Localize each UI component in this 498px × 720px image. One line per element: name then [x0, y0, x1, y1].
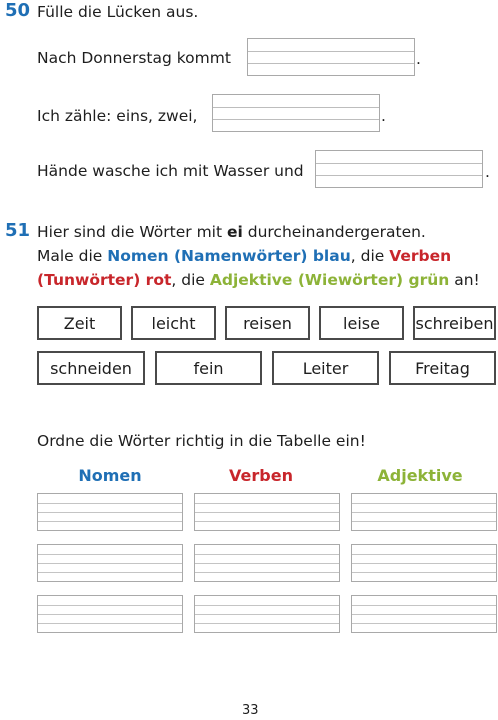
text-part: an! [449, 271, 480, 289]
task51-line-3 [37, 268, 480, 293]
text-part: , die [350, 247, 390, 265]
task-number-50: 50 [5, 0, 31, 21]
blank-field-3[interactable] [315, 150, 483, 188]
word-box[interactable]: Zeit [37, 306, 122, 340]
word-box[interactable]: leicht [131, 306, 216, 340]
sentence-3: Hände wasche ich mit Wasser und [37, 162, 304, 180]
table-cell-nomen[interactable] [37, 595, 183, 633]
word-box[interactable]: leise [319, 306, 404, 340]
word-box[interactable]: schreiben [413, 306, 496, 340]
period-1: . [416, 50, 421, 68]
table-cell-nomen[interactable] [37, 544, 183, 582]
column-header-nomen: Nomen [78, 466, 142, 485]
text-part: Male die [37, 247, 108, 265]
column-header-adjektive: Adjektive [377, 466, 463, 485]
task51-line-2 [37, 244, 451, 269]
blank-field-1[interactable] [247, 38, 415, 76]
table-cell-verben[interactable] [194, 595, 340, 633]
period-3: . [485, 163, 490, 181]
table-cell-verben[interactable] [194, 544, 340, 582]
table-cell-adjektive[interactable] [351, 544, 497, 582]
word-box[interactable]: Freitag [389, 351, 496, 385]
table-cell-adjektive[interactable] [351, 493, 497, 531]
sort-instruction: Ordne die Wörter richtig in die Tabelle ein! [37, 432, 366, 450]
text-part: Hier sind die Wörter mit [37, 223, 227, 241]
table-cell-verben[interactable] [194, 493, 340, 531]
sentence-2: Ich zähle: eins, zwei, [37, 107, 198, 125]
highlight-ei: ei [226, 223, 243, 241]
column-header-verben: Verben [229, 466, 293, 485]
text-part: durcheinandergeraten. [242, 223, 426, 241]
page-number: 33 [242, 703, 259, 718]
nomen-instruction: Nomen (Namenwörter) blau [107, 247, 351, 265]
table-cell-adjektive[interactable] [351, 595, 497, 633]
adjektive-instruction: Adjektive (Wiewörter) grün [209, 271, 450, 289]
verben-instruction: Verben [389, 247, 452, 265]
verben-instruction-2: (Tunwörter) rot [37, 271, 172, 289]
task50-instruction: Fülle die Lücken aus. [37, 3, 199, 21]
word-box[interactable]: Leiter [272, 351, 379, 385]
task51-line-1 [37, 220, 426, 245]
blank-field-2[interactable] [212, 94, 380, 132]
task-number-51: 51 [5, 220, 31, 241]
word-box[interactable]: reisen [225, 306, 310, 340]
sentence-1: Nach Donnerstag kommt [37, 49, 231, 67]
text-part: , die [171, 271, 210, 289]
period-2: . [381, 107, 386, 125]
word-box[interactable]: schneiden [37, 351, 145, 385]
table-cell-nomen[interactable] [37, 493, 183, 531]
word-box[interactable]: fein [155, 351, 262, 385]
